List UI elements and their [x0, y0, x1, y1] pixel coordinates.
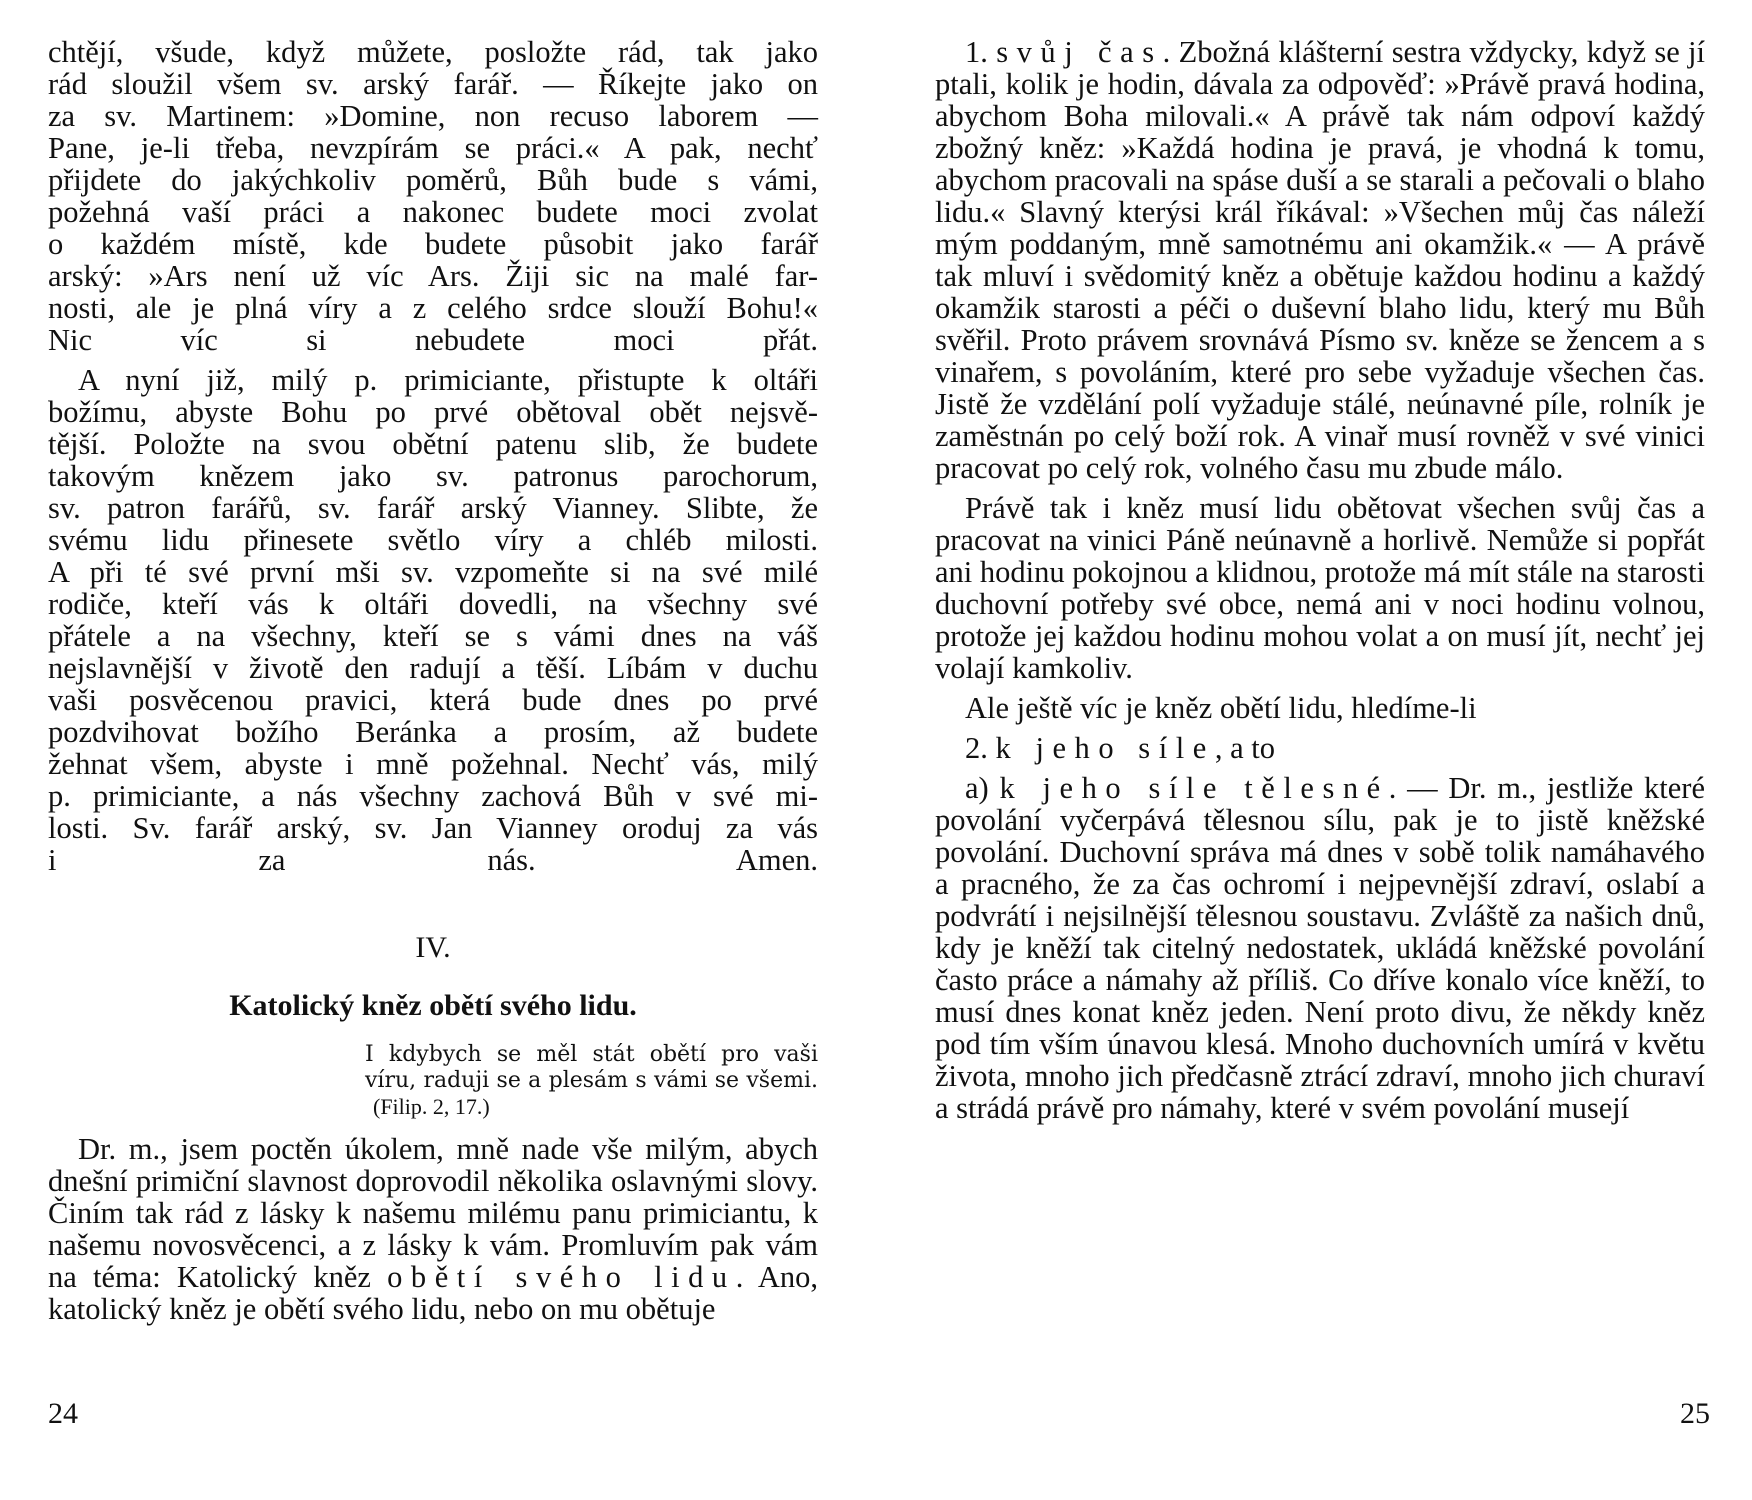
- line: přátele a na všechny, kteří se s vámi dnes na váš: [48, 619, 818, 653]
- page-number-left: 24: [48, 1397, 78, 1430]
- line: nosti, ale je plná víry a z celého srdce slouží Bohu!«: [48, 291, 818, 325]
- text-run: Právě tak i kněz musí lidu obětovat všechen svůj čas a pracovat na vinici Páně neúnavně a horlivě. Nemůže si popřát ani hodinu pokojnou a klidnou, protože má mít stále na starosti duchovní potřeby své obce, nemá ani v noci hodinu volnou, protože jej každou hodinu mohou volat a on musí jít, nechť jej volají kamkoliv.: [935, 491, 1705, 685]
- item-number: 1.: [965, 35, 988, 69]
- line: rád sloužil všem sv. arský farář. — Říkejte jako on: [48, 67, 818, 101]
- text-run: , a to: [1214, 731, 1275, 765]
- line: božímu, abyste Bohu po prvé obětoval obět nejsvě-: [48, 395, 818, 429]
- right-page: [935, 36, 1705, 1124]
- line: losti. Sv. farář arský, sv. Jan Vianney oroduj za vás: [48, 811, 818, 845]
- paragraph-section-2: [935, 732, 1705, 764]
- line: vaši posvěcenou pravici, která bude dnes po prvé: [48, 683, 818, 717]
- line: pozdvihovat božího Beránka a prosím, až budete: [48, 715, 818, 749]
- line: přijdete do jakýchkoliv poměrů, Bůh bude s vámi,: [48, 163, 818, 197]
- line: A při té své první mši sv. vzpomeňte si na své milé: [48, 555, 818, 589]
- line: rodiče, kteří vás k oltáři dovedli, na všechny své: [48, 587, 818, 621]
- line: i za nás. Amen.: [48, 843, 818, 877]
- line: Nic víc si nebudete moci přát.: [48, 323, 818, 357]
- text-run: . — Dr. m., jestliže které povolání vyčerpává tělesnou sílu, pak je to jistě kněžské povolání. Duchovní správa má dnes v sobě tolik namáhavého a pracného, že za čas ochromí i nejpevnější zdraví, oslabí a podvrátí i nejsilnější tělesnou soustavu. Zvláště za našich dnů, kdy je kněží tak citelný nedostatek, ukládá kněžské povolání často práce a námahy až příliš. Co dříve konalo více kněží, to musí dnes konat kněz jeden. Není proto divu, že někdy kněz pod tím vším únavou klesá. Mnoho duchovních umírá v květu života, mnoho jich předčasně ztrácí zdraví, mnoho jich churaví a strádá právě pro námahy, které v svém povolání musejí: [935, 771, 1705, 1125]
- line: sv. patron farářů, sv. farář arský Vianney. Slibte, že: [48, 491, 818, 525]
- motto-reference: (Filip. 2, 17.): [373, 1094, 490, 1119]
- line: svému lidu přinesete světlo víry a chléb milosti.: [48, 523, 818, 557]
- line: tější. Položte na svou obětní patenu slib, že budete: [48, 427, 818, 461]
- text-run: . Zbožná klášterní sestra vždycky, když se jí ptali, kolik je hodin, dávala za odpověď: »Právě pravá hodina, abychom Boha milovali.« A právě tak nám odpoví každý zbožný kněz: »Každá hodina je pravá, je vhodná k tomu, abychom pracovali na spáse duší a se starali a pečovali o blaho lidu.« Slavný kterýsi král říkával: »Všechen můj čas náleží mým poddaným, mně samotnému ani okamžik.« — A právě tak mluví i svědomitý kněz a obětuje každou hodinu a každý okamžik starosti a péči o duševní blaho lidu, který mu Bůh svěřil. Proto právem srovnává Písmo sv. kněze se žencem a s vinařem, s povoláním, které pro sebe vyžaduje všechen čas. Jistě že vzdělání polí vyžaduje stálé, neúnavné píle, rolník je zaměstnán po celý boží rok. A vinař musí rovněž v své vinici pracovat po celý rok, volného času mu zbude málo.: [935, 35, 1706, 485]
- paragraph-section-2a: [935, 772, 1705, 1124]
- line: A nyní již, milý p. primiciante, přistupte k oltáři: [78, 363, 818, 397]
- line: takovým knězem jako sv. patronus parochorum,: [48, 459, 818, 493]
- page-number-right: 25: [1680, 1397, 1710, 1430]
- text-run: Ale ještě víc je kněz obětí lidu, hledíme-li: [965, 691, 1477, 725]
- spaced-emphasis: k jeho síle tělesné: [999, 771, 1389, 805]
- line: požehná vaší práci a nakonec budete moci zvolat: [48, 195, 818, 229]
- paragraph-transition: [935, 692, 1705, 724]
- paragraph-time: [935, 492, 1705, 684]
- chapter-title: Katolický kněz obětí svého lidu.: [229, 989, 637, 1022]
- chapter-number: IV.: [415, 931, 451, 964]
- line: p. primiciante, a nás všechny zachová Bůh v své mi-: [48, 779, 818, 813]
- paragraph-intro: [48, 1133, 818, 1325]
- line: žehnat všem, abyste i mně požehnal. Nechť vás, milý: [48, 747, 818, 781]
- paragraph-section-1: [935, 36, 1705, 484]
- paragraph-blessing: [48, 364, 818, 876]
- line: Pane, je-li třeba, nevzpírám se práci.« A pak, nechť: [48, 131, 818, 165]
- item-number: 2.: [965, 731, 988, 765]
- spaced-emphasis: obětí svého lidu: [387, 1260, 736, 1294]
- spaced-emphasis: k jeho síle: [995, 731, 1215, 765]
- line: chtějí, všude, když můžete, posložte rád, tak jako: [48, 35, 818, 69]
- paragraph-continued: [48, 36, 818, 356]
- line: o každém místě, kde budete působit jako farář: [48, 227, 818, 261]
- left-page: [48, 36, 818, 1325]
- spaced-emphasis: svůj čas: [996, 35, 1163, 69]
- motto: [365, 1042, 818, 1121]
- item-number: a): [965, 771, 989, 805]
- line: nejslavnější v životě den radují a těší. Líbám v duchu: [48, 651, 818, 685]
- text-run: Dr. m., jsem poctěn úkolem, mně nade vše milým, abych dnešní primiční slavnost doprovodil několika oslavnými slovy. Činím tak rád z lásky k našemu milému panu primiciantu, k našemu novosvěcenci, a z lásky k vám. Promluvím pak vám na téma: Katolický kněz: [48, 1132, 818, 1294]
- text-run: . Ano, katolický kněz je obětí svého lidu, nebo on mu obětuje: [48, 1260, 819, 1326]
- line: za sv. Martinem: »Domine, non recuso laborem —: [48, 99, 818, 133]
- motto-text: I kdybych se měl stát obětí pro vaši víru, raduji se a plesám s vámi se všemi.: [365, 1042, 818, 1093]
- line: arský: »Ars není už víc Ars. Žiji sic na malé far-: [48, 259, 818, 293]
